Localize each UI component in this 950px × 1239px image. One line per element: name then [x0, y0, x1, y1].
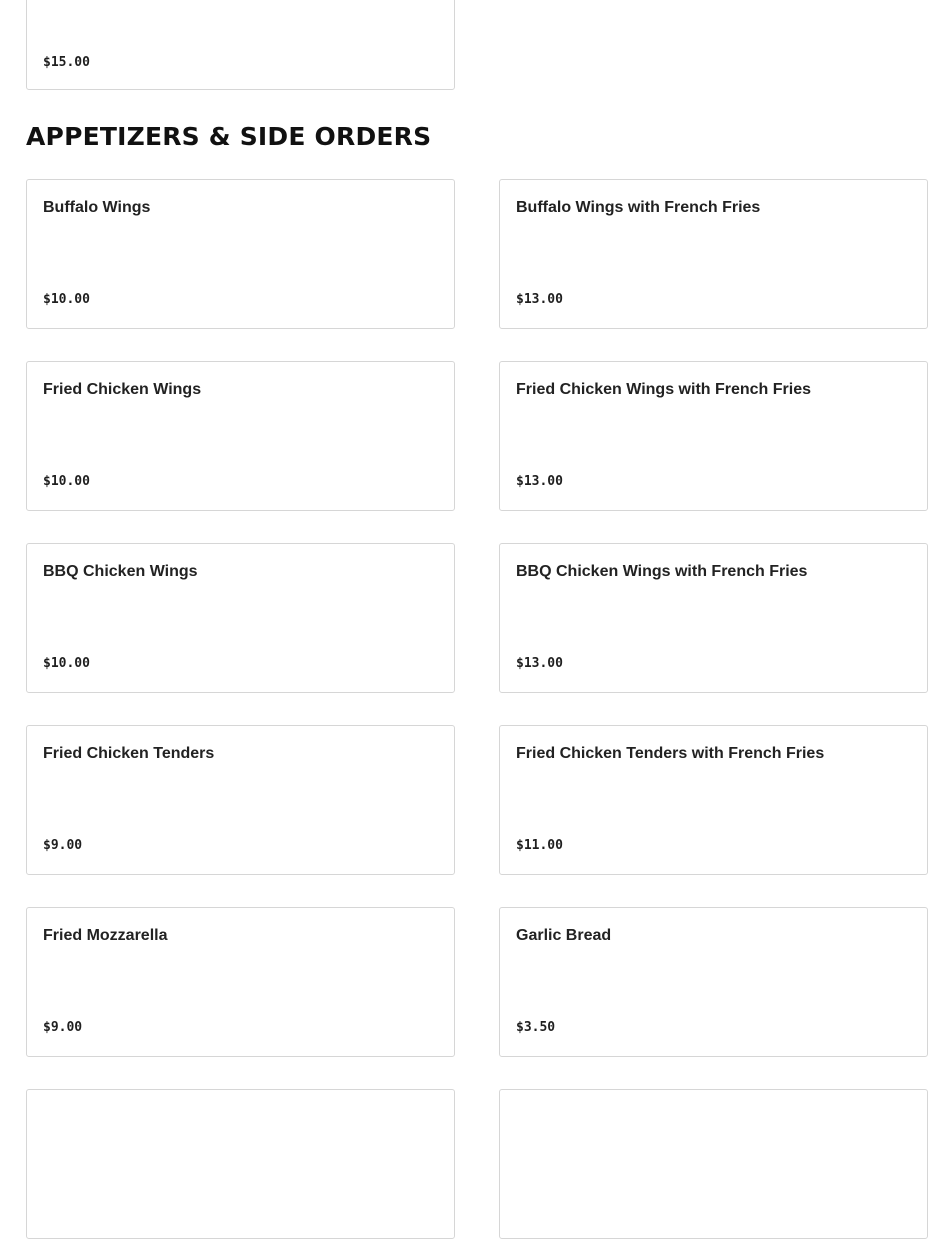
menu-item-card[interactable] — [499, 725, 928, 875]
menu-item-card[interactable] — [26, 1089, 455, 1239]
menu-item-card[interactable] — [26, 361, 455, 511]
item-name: Fried Mozzarella — [43, 927, 168, 944]
menu-item-card[interactable] — [26, 907, 455, 1057]
item-price: $11.00 — [516, 838, 563, 853]
menu-item-card[interactable] — [26, 179, 455, 329]
item-name: BBQ Chicken Wings — [43, 563, 198, 580]
item-name: Fried Chicken Wings — [43, 381, 202, 398]
item-price: $10.00 — [43, 292, 90, 307]
menu-item-card[interactable] — [499, 1089, 928, 1239]
section-title: APPETIZERS & SIDE ORDERS — [26, 122, 432, 151]
item-name: BBQ Chicken Wings with French Fries — [516, 563, 808, 580]
item-price: $13.00 — [516, 656, 563, 671]
menu-item-card[interactable] — [26, 0, 455, 90]
item-name: Fried Chicken Tenders with French Fries — [516, 745, 825, 762]
menu-item-card[interactable] — [499, 179, 928, 329]
item-price: $9.00 — [43, 1020, 83, 1035]
item-name: Fried Chicken Tenders — [43, 745, 215, 762]
menu-item-card[interactable] — [26, 725, 455, 875]
item-price: $9.00 — [43, 838, 83, 853]
item-price: $13.00 — [516, 474, 563, 489]
item-name: Garlic Bread — [516, 927, 612, 944]
menu-item-card[interactable] — [499, 543, 928, 693]
item-name: Fried Chicken Wings with French Fries — [516, 381, 812, 398]
menu-item-card[interactable] — [499, 907, 928, 1057]
item-price: $15.00 — [43, 55, 90, 70]
item-price: $10.00 — [43, 656, 90, 671]
item-price: $13.00 — [516, 292, 563, 307]
menu-item-card[interactable] — [26, 543, 455, 693]
item-name: Buffalo Wings with French Fries — [516, 199, 761, 216]
item-price: $3.50 — [516, 1020, 556, 1035]
menu-item-card[interactable] — [499, 361, 928, 511]
item-name: Buffalo Wings — [43, 199, 151, 216]
item-price: $10.00 — [43, 474, 90, 489]
